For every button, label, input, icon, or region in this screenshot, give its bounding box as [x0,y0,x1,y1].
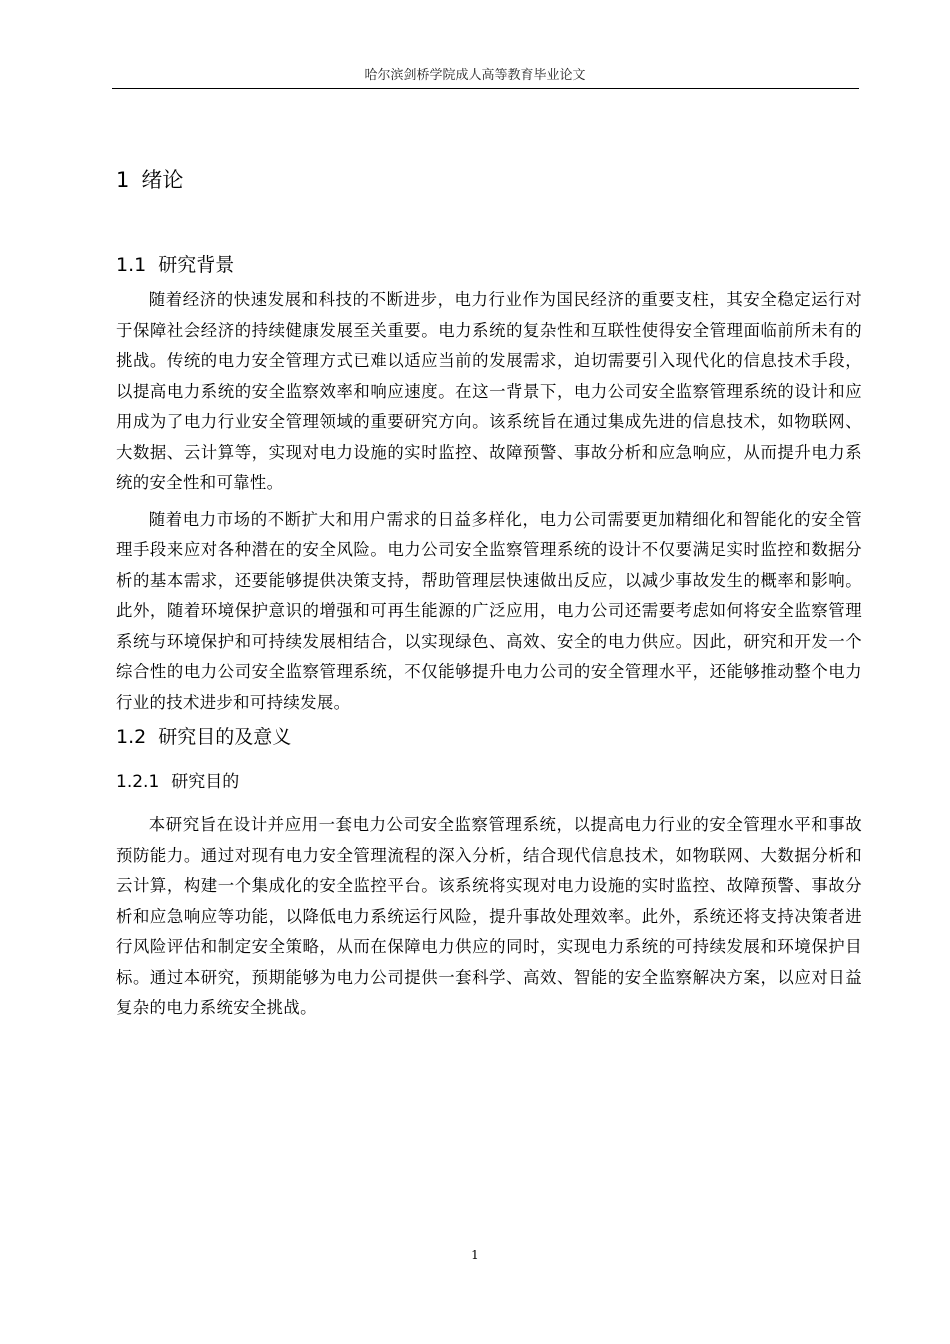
section-number: 1.1 [116,254,147,276]
chapter-title: 绪论 [141,168,184,192]
running-header: 哈尔滨剑桥学院成人高等教育毕业论文 [364,68,586,83]
subsection-heading-1-2-1 [116,768,862,796]
section-heading-1-2 [116,722,862,752]
paragraph: 本研究旨在设计并应用一套电力公司安全监察管理系统，以提高电力行业的安全管理水平和事故预防能力。通过对现有电力安全管理流程的深入分析，结合现代信息技术，如物联网、大数据分析和云计算，构建一个集成化的安全监控平台。该系统将实现对电力设施的实时监控、故障预警、事故分析和应急响应等功能，以降低电力系统运行风险，提升事故处理效率。此外，系统还将支持决策者进行风险评估和制定安全策略，从而在保障电力供应的同时，实现电力系统的可持续发展和环境保护目标。通过本研究，预期能够为电力公司提供一套科学、高效、智能的安全监察解决方案，以应对日益复杂的电力系统安全挑战。 [116,815,862,1017]
subsection-number: 1.2.1 [116,772,160,792]
chapter-number: 1 [116,168,130,192]
subsection-title: 研究目的 [171,772,240,792]
page-content [116,150,862,1024]
chapter-heading [116,150,862,222]
section-title: 研究目的及意义 [158,726,292,748]
section-heading-1-1 [116,250,862,280]
section-number: 1.2 [116,726,147,748]
page-number: 1 [471,1248,479,1262]
header-rule [112,88,859,89]
paragraph: 随着电力市场的不断扩大和用户需求的日益多样化，电力公司需要更加精细化和智能化的安全管理手段来应对各种潜在的安全风险。电力公司安全监察管理系统的设计不仅要满足实时监控和数据分析的基本需求，还要能够提供决策支持，帮助管理层快速做出反应，以减少事故发生的概率和影响。此外，随着环境保护意识的增强和可再生能源的广泛应用，电力公司还需要考虑如何将安全监察管理系统与环境保护和可持续发展相结合，以实现绿色、高效、安全的电力供应。因此，研究和开发一个综合性的电力公司安全监察管理系统，不仅能够提升电力公司的安全管理水平，还能够推动整个电力行业的技术进步和可持续发展。 [116,509,862,712]
paragraph: 随着经济的快速发展和科技的不断进步，电力行业作为国民经济的重要支柱，其安全稳定运行对于保障社会经济的持续健康发展至关重要。电力系统的复杂性和互联性使得安全管理面临前所未有的挑战。传统的电力安全管理方式已难以适应当前的发展需求，迫切需要引入现代化的信息技术手段，以提高电力系统的安全监察效率和响应速度。在这一背景下，电力公司安全监察管理系统的设计和应用成为了电力行业安全管理领域的重要研究方向。该系统旨在通过集成先进的信息技术，如物联网、大数据、云计算等，实现对电力设施的实时监控、故障预警、事故分析和应急响应，从而提升电力系统的安全性和可靠性。 [116,290,862,492]
section-title: 研究背景 [158,254,235,276]
